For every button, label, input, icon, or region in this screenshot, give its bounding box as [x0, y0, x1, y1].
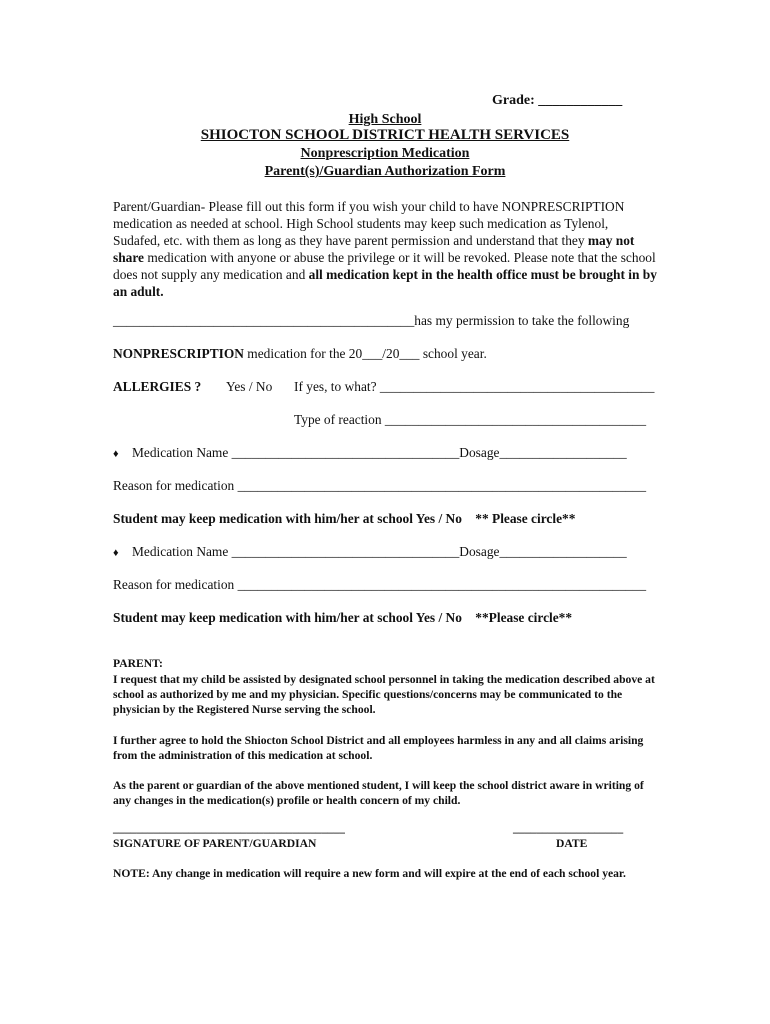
reaction-field[interactable]: _______________________________________ — [384, 412, 647, 427]
allergies-what-label: If yes, to what? — [294, 379, 377, 394]
medication-name-field[interactable]: __________________________________ — [231, 445, 460, 460]
please-circle-note: **Please circle** — [475, 610, 573, 625]
school-year-text[interactable]: medication for the 20___/20___ school year. — [243, 346, 487, 361]
reaction-line — [294, 412, 646, 428]
diamond-bullet-icon: ♦ — [113, 448, 119, 460]
intro-text-1: Parent/Guardian- Please fill out this form if you wish your child to have NONPRESCRIPTION medication as needed at school. High School students may keep such medication as Tylenol, Sudafed, etc. with them as long as they have parent permission and understand that they — [113, 199, 625, 248]
dosage-field[interactable]: ___________________ — [499, 445, 627, 460]
please-circle-note: ** Please circle** — [475, 511, 576, 526]
keep-medication-question[interactable]: Student may keep medication with him/her at school Yes / No — [113, 610, 462, 625]
school-level-title: High School — [348, 112, 422, 127]
medication-2-row — [113, 544, 627, 560]
reaction-label: Type of reaction — [294, 412, 382, 427]
intro-bold-1: may not share — [113, 233, 635, 265]
dosage-field[interactable]: ___________________ — [499, 544, 627, 559]
form-name-title: Parent(s)/Guardian Authorization Form — [264, 164, 506, 179]
permission-text: has my permission to take the following — [414, 313, 630, 328]
medication-name-label: Medication Name — [131, 445, 229, 460]
dosage-label: Dosage — [459, 544, 500, 559]
medication-1-reason-row — [113, 478, 646, 494]
reason-label: Reason for medication — [113, 577, 235, 592]
district-title: SHIOCTON SCHOOL DISTRICT HEALTH SERVICES — [200, 127, 570, 143]
student-name-field[interactable]: _____________________________________________ — [113, 313, 415, 328]
permission-line — [113, 313, 629, 329]
medication-name-label: Medication Name — [131, 544, 229, 559]
school-year-line — [113, 346, 487, 362]
diamond-bullet-icon: ♦ — [113, 547, 119, 559]
grade-field[interactable]: ____________ — [538, 93, 623, 108]
allergies-what-line — [294, 379, 654, 395]
parent-notify-paragraph: As the parent or guardian of the above mentioned student, I will keep the school district aware in writing of any changes in the medication(s) profile or health concern of my child. — [113, 779, 644, 807]
reason-field[interactable]: _____________________________________________________________ — [237, 577, 647, 592]
form-type-title: Nonprescription Medication — [300, 146, 470, 161]
medication-1-keep-row — [113, 511, 575, 527]
allergies-what-field[interactable]: _________________________________________ — [379, 379, 655, 394]
signature-field[interactable]: ________________________________________ — [113, 822, 345, 835]
reason-field[interactable]: _____________________________________________________________ — [237, 478, 647, 493]
medication-1-row — [113, 445, 627, 461]
parent-harmless-paragraph: I further agree to hold the Shiocton School District and all employees harmless in any and all claims arising from the administration of this medication at school. — [113, 734, 644, 762]
medication-2-reason-row — [113, 577, 646, 593]
intro-text-2: medication with anyone or abuse the privilege or it will be revoked. Please note that the school does not supply any medication and — [113, 250, 656, 282]
parent-heading: PARENT: — [113, 657, 163, 670]
grade-line — [492, 93, 622, 109]
grade-label: Grade: — [492, 93, 535, 108]
parent-request-paragraph: I request that my child be assisted by designated school personnel in taking the medication described above at school as authorized by me and my physician. Specific questions/concerns may be communicated to the physician by the Registered Nurse serving the school. — [113, 673, 655, 716]
dosage-label: Dosage — [459, 445, 500, 460]
date-field[interactable]: ___________________ — [513, 822, 624, 835]
allergies-yes-no[interactable]: Yes / No — [226, 379, 273, 394]
medication-name-field[interactable]: __________________________________ — [231, 544, 460, 559]
intro-paragraph — [113, 198, 658, 300]
keep-medication-question[interactable]: Student may keep medication with him/her at school Yes / No — [113, 511, 462, 526]
date-label: DATE — [556, 837, 588, 850]
intro-bold-2: all medication kept in the health office must be brought in by an adult. — [113, 267, 657, 299]
allergies-label: ALLERGIES ? — [113, 379, 202, 394]
expiration-note: NOTE: Any change in medication will require a new form and will expire at the end of each school year. — [113, 867, 626, 880]
signature-label: SIGNATURE OF PARENT/GUARDIAN — [113, 837, 317, 850]
nonprescription-label: NONPRESCRIPTION — [113, 346, 244, 361]
medication-2-keep-row — [113, 610, 572, 626]
reason-label: Reason for medication — [113, 478, 235, 493]
